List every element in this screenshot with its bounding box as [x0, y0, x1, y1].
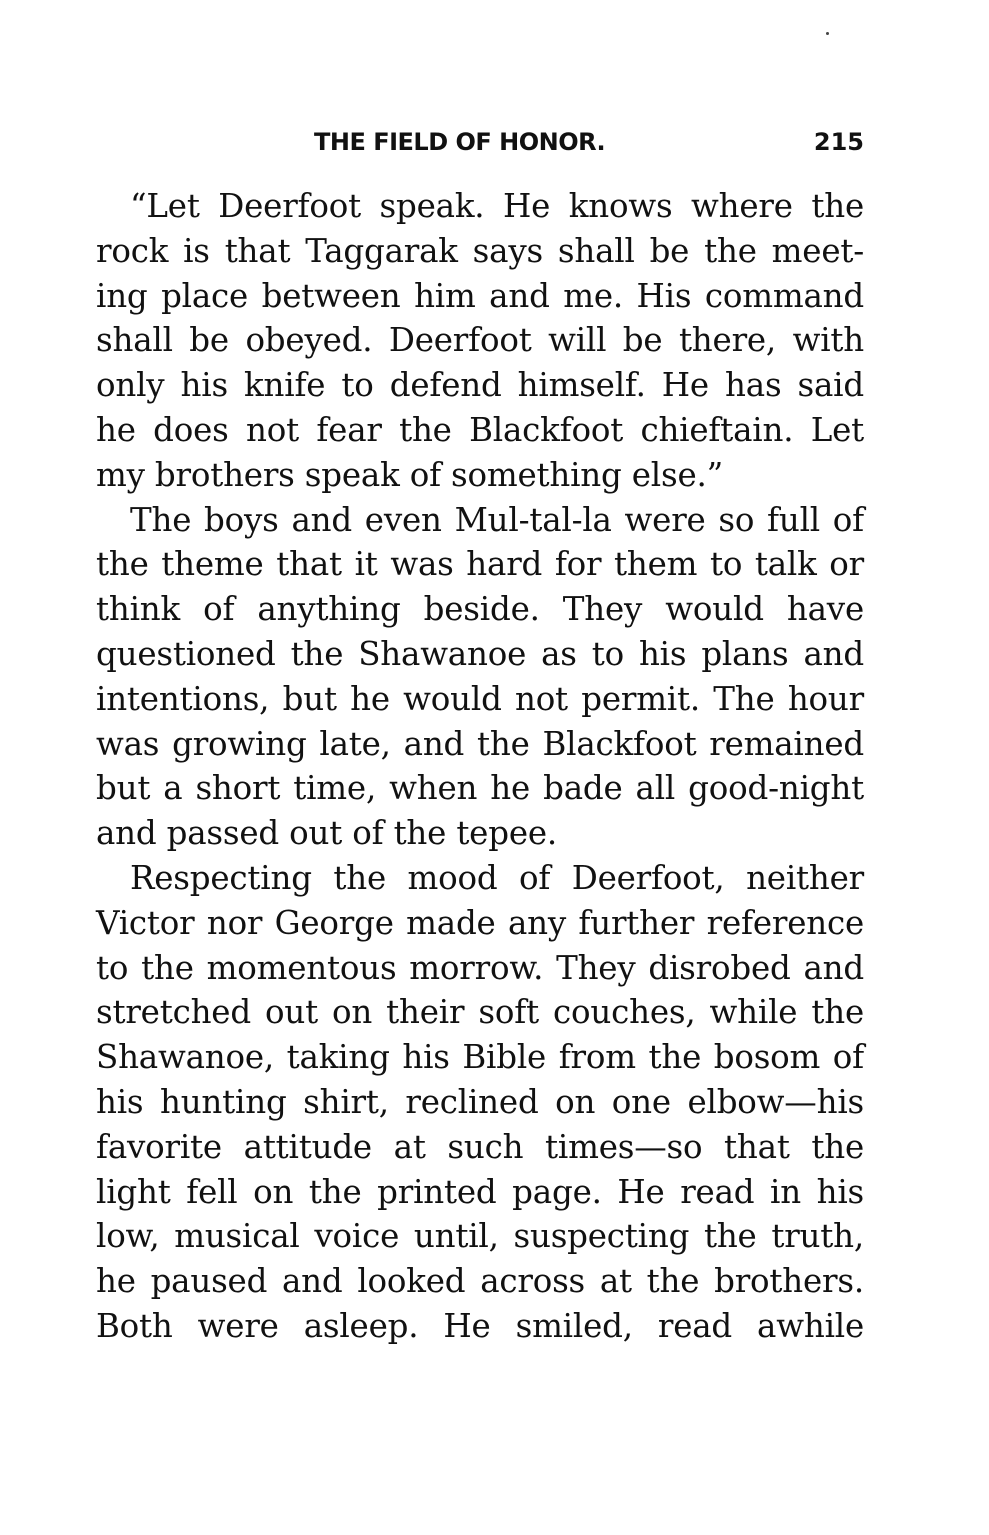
text-line: shall be obeyed. Deerfoot will be there, with	[96, 321, 864, 360]
text-line: low, musical voice until, suspecting the truth,	[96, 1217, 864, 1256]
text-line: he does not fear the Blackfoot chieftain. Let	[96, 410, 864, 449]
paragraph-3	[96, 856, 864, 1349]
text-line: think of anything beside. They would have	[96, 590, 864, 629]
print-speck	[826, 32, 829, 35]
text-line: his hunting shirt, reclined on one elbow—his	[96, 1082, 864, 1121]
text-line: the theme that it was hard for them to talk or	[96, 545, 864, 584]
paragraph-1	[96, 184, 864, 498]
text-line: Both were asleep. He smiled, read awhile	[96, 1306, 864, 1345]
text-line: questioned the Shawanoe as to his plans and	[96, 634, 864, 673]
text-line: Shawanoe, taking his Bible from the bosom of	[96, 1038, 864, 1077]
text-line: and passed out of the tepee.	[96, 814, 558, 853]
running-head	[96, 120, 864, 164]
text-line: Victor nor George made any further reference	[96, 903, 864, 942]
text-line: “Let Deerfoot speak. He knows where the	[130, 187, 864, 225]
text-line: ing place between him and me. His command	[96, 276, 864, 315]
page-number: 215	[813, 128, 864, 156]
running-title: THE FIELD OF HONOR.	[314, 128, 606, 156]
paragraph-2	[96, 498, 864, 856]
text-line: but a short time, when he bade all good-night	[96, 769, 864, 808]
text-line: The boys and even Mul-tal-la were so full of	[130, 500, 864, 539]
text-line: he paused and looked across at the brothers.	[96, 1262, 864, 1301]
text-line: my brothers speak of something else.”	[96, 455, 724, 494]
text-line: intentions, but he would not permit. The hour	[96, 679, 864, 718]
body-text	[96, 184, 864, 1349]
text-line: stretched out on their soft couches, while the	[96, 993, 864, 1032]
text-line: favorite attitude at such times—so that the	[96, 1127, 864, 1166]
text-line: was growing late, and the Blackfoot remained	[96, 724, 864, 763]
text-line: to the momentous morrow. They disrobed and	[96, 948, 864, 987]
text-line: only his knife to defend himself. He has said	[96, 366, 864, 405]
text-line: light fell on the printed page. He read in his	[96, 1172, 864, 1211]
text-line: rock is that Taggarak says shall be the meet-	[96, 231, 864, 270]
text-line: Respecting the mood of Deerfoot, neither	[130, 858, 864, 897]
